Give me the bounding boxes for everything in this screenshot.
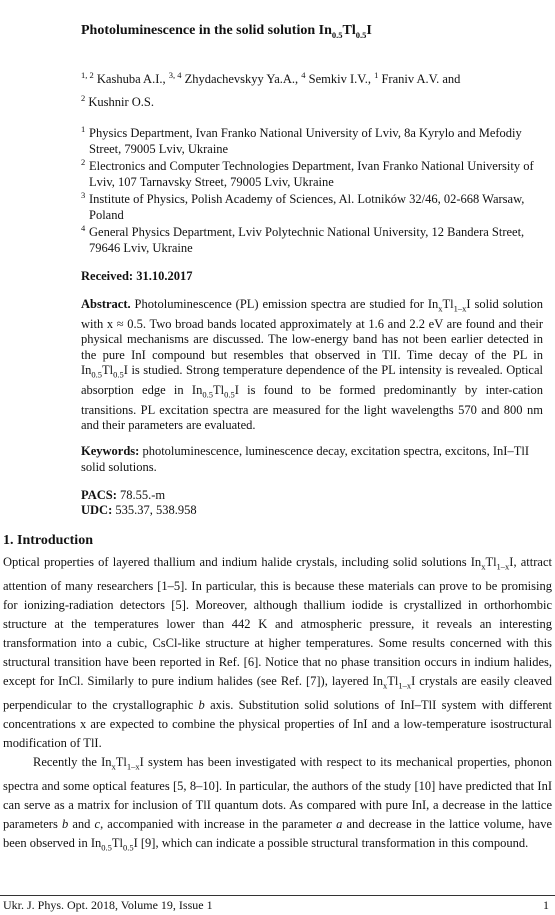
journal-citation: Ukr. J. Phys. Opt. 2018, Volume 19, Issue 1 [3,898,213,912]
affiliation-1: 1 Physics Department, Ivan Franko National University of Lviv, 8a Kyrylo and Mefodiy Street, 79005 Lviv, Ukraine [81,124,522,156]
affiliation-2: 2 Electronics and Computer Technologies Department, Ivan Franko National University of Lviv, 107 Tarnavsky Street, 79005 Lviv, Ukraine [81,157,534,189]
introduction-body [3,553,552,857]
keywords: Keywords: photoluminescence, luminescence decay, excitation spectra, excitons, InI–TlI solid solutions. [81,444,529,474]
pacs-code: PACS: 78.55.-m [81,488,166,502]
page-number: 1 [543,898,549,912]
affiliation-list [81,125,541,257]
received-date: Received: 31.10.2017 [81,269,193,283]
abstract: Abstract. Photoluminescence (PL) emission spectra are studied for $In_xTl_{1-x}I$ solid solution with x ≈ 0.5. Two broad bands located approximately at 1.6 and 2.2 eV are found and their physical mechanisms are discussed. The low-energy band has not been earlier detected in the pure InI compound but resembles that observed in TlI. Time decay of the PL in $In_{0.5}Tl_{0.5}I$ is studied. Strong temperature dependence of the PL intensity is revealed. Optical absorption edge in $In_{0.5}Tl_{0.5}I$ is found to be formed predominantly by inter-cation transitions. PL excitation spectra are measured for the light wavelengths 570 and 800 nm and their parameters are evaluated. [81,297,543,433]
author-list: $^{1, 2}$ Kashuba A.I., $^{3, 4}$ Zhydachevskyy Ya.A., $^4$ Semkiv I.V., $^1$ Franiv A.V. and $^2$ Kushnir O.S. [81,70,461,110]
paper-title: Photoluminescence in the solid solution $In_{0.5}Tl_{0.5}I$ [81,23,372,40]
affiliation-4: 4 General Physics Department, Lviv Polytechnic National University, 12 Bandera Street, 79646 Lviv, Ukraine [81,223,525,255]
udc-code: UDC: 535.37, 538.958 [81,503,197,517]
paragraph-2: Recently the $In_xTl_{1-x}I$ system has been investigated with respect to its mechanical properties, phonon spectra and some optical features [5, 8–10]. In particular, the authors of the study [10] have predicted that InI can serve as a matrix for inclusion of TlI quantum dots. As compared with pure InI, a decrease in the lattice parameters b and c, accompanied with increase in the parameter a and decrease in the lattice volume, have been observed in $In_{0.5}Tl_{0.5}I$ [9], which can indicate a possible structural transformation in this compound. [3,754,552,853]
footer-divider [0,895,555,896]
paragraph-1: Optical properties of layered thallium and indium halide crystals, including solid solutions $In_xTl_{1-x}I$, attract attention of many researchers [1–5]. In particular, this is because these materials can prove to be promising for ionizing-radiation detectors [5]. Moreover, although thallium iodide is crystallized in orthorhombic structure at the temperatures lower than 442 K and atmospheric pressure, it reveals an interesting transformation into a cubic, CsCl-like structure at higher temperatures. Some results concerned with this structural transition have been reported in Ref. [6]. Notice that no phase transition occurs in indium halides, except for InCl. Similarly to pure indium halides (see Ref. [7]), layered $In_xTl_{1-x}I$ crystals are easily cleaved perpendicular to the crystallographic b axis. Substitution solid solutions of InI–TlI system with different concentrations x are expected to combine the physical properties of InI and a low-temperature isostructural modification of TlI. [3,555,552,750]
affiliation-3: 3 Institute of Physics, Polish Academy of Sciences, Al. Lotników 32/46, 02-668 Warsaw, Poland [81,190,525,222]
section-heading: 1. Introduction [3,533,93,548]
